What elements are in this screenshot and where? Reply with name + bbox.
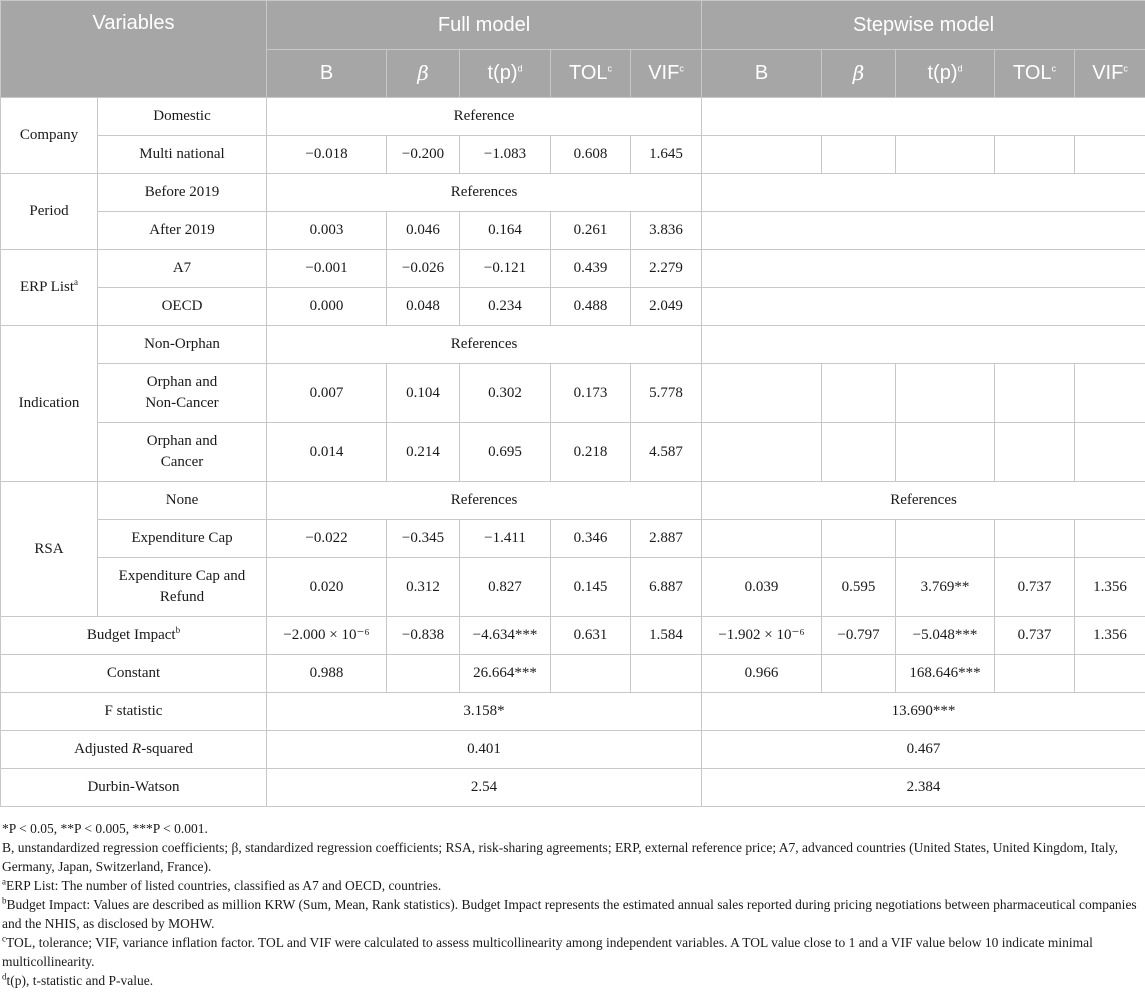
cell [702,136,822,174]
cell: −2.000 × 10⁻⁶ [267,617,387,655]
cell: −1.411 [460,520,551,558]
cell: 5.778 [631,364,702,423]
table-row [1,326,1145,364]
cell: 6.887 [631,558,702,617]
col-beta-step: β [822,50,896,98]
cell: Reference [267,98,702,136]
cell: −4.634*** [460,617,551,655]
cell: −1.083 [460,136,551,174]
cell: 0.007 [267,364,387,423]
cell: Expenditure Cap and Refund [98,558,267,617]
cell: −0.838 [387,617,460,655]
col-vif-full: VIF$^c$ [631,50,702,98]
table-row [1,482,1145,520]
cell [702,423,822,482]
table-row [1,136,1145,174]
table-row [1,174,1145,212]
row-label-erp-list: ERP List$^a$ [1,250,98,326]
cell: −0.026 [387,250,460,288]
cell: 168.646*** [896,655,995,693]
cell: Orphan and Cancer [98,423,267,482]
cell: −0.018 [267,136,387,174]
cell: 0.631 [551,617,631,655]
cell: 1.584 [631,617,702,655]
cell [896,364,995,423]
cell [995,136,1075,174]
cell: 0.261 [551,212,631,250]
cell: −5.048*** [896,617,995,655]
cell [702,98,1145,136]
cell: 0.104 [387,364,460,423]
cell: Multi national [98,136,267,174]
cell: 0.467 [702,731,1145,769]
cell [702,326,1145,364]
row-label-constant: Constant [1,655,267,693]
cell: 0.048 [387,288,460,326]
cell [822,136,896,174]
cell: 3.158* [267,693,702,731]
cell: 0.003 [267,212,387,250]
cell [1075,136,1145,174]
row-label-budget-impact: Budget Impact$^b$ [1,617,267,655]
table-row [1,693,1145,731]
cell: Expenditure Cap [98,520,267,558]
cell: Before 2019 [98,174,267,212]
row-label-adjusted-r-squared: Adjusted R-squared [1,731,267,769]
cell: 0.000 [267,288,387,326]
col-tp-full: $t(p)^d$ [460,50,551,98]
cell [822,364,896,423]
footnote-abbreviations: B, unstandardized regression coefficients; β, standardized regression coefficients; RSA, risk-sharing agreements; ERP, external reference price; A7, advanced countries (United States, United Kingdom, Italy, Germany, Japan, Switzerland, France). [2,840,1118,874]
row-label-period: Period [1,174,98,250]
cell [387,655,460,693]
cell: 0.164 [460,212,551,250]
table-row [1,288,1145,326]
cell: 2.887 [631,520,702,558]
cell: −0.001 [267,250,387,288]
row-label-f-statistic: F statistic [1,693,267,731]
cell: 0.988 [267,655,387,693]
cell [551,655,631,693]
header-variables: Variables [1,1,267,98]
row-label-durbin-watson: Durbin-Watson [1,769,267,807]
cell: OECD [98,288,267,326]
cell: 0.218 [551,423,631,482]
cell: 2.384 [702,769,1145,807]
col-tol-full: TOL$^c$ [551,50,631,98]
cell: 0.312 [387,558,460,617]
cell [1075,364,1145,423]
cell: 3.836 [631,212,702,250]
table-row [1,617,1145,655]
cell: Domestic [98,98,267,136]
cell: 0.401 [267,731,702,769]
cell [896,136,995,174]
cell: 0.173 [551,364,631,423]
cell [1075,655,1145,693]
cell [1075,423,1145,482]
cell: 0.302 [460,364,551,423]
cell: 0.737 [995,558,1075,617]
col-tol-step: TOL$^c$ [995,50,1075,98]
header-full-model: Full model [267,1,702,50]
cell [702,288,1145,326]
cell: 2.279 [631,250,702,288]
cell: 0.439 [551,250,631,288]
header-stepwise-model: Stepwise model [702,1,1145,50]
footnote-b: $^b$Budget Impact: Values are described as million KRW (Sum, Mean, Rank statistics). Budget Impact represents the estimated annual sales reported during pricing negotiations between pharmaceutical companies and the NHIS, as disclosed by MOHW. [2,895,1137,931]
col-b-full: B [267,50,387,98]
cell: References [267,326,702,364]
table-row [1,98,1145,136]
cell: 0.145 [551,558,631,617]
cell [702,250,1145,288]
cell: References [267,174,702,212]
cell [702,520,822,558]
table-row [1,558,1145,617]
cell: 0.966 [702,655,822,693]
col-beta-full: β [387,50,460,98]
table-row [1,250,1145,288]
cell: 2.049 [631,288,702,326]
cell [822,655,896,693]
table-row [1,731,1145,769]
cell: Orphan and Non-Cancer [98,364,267,423]
table-row [1,423,1145,482]
cell [702,174,1145,212]
cell [896,423,995,482]
cell: 1.356 [1075,617,1145,655]
cell [896,520,995,558]
footnote-c: $^c$TOL, tolerance; VIF, variance inflation factor. TOL and VIF were calculated to assess multicollinearity among independent variables. A TOL value close to 1 and a VIF value below 10 indicate minimal multicollinearity. [2,933,1093,969]
cell: A7 [98,250,267,288]
cell: −0.022 [267,520,387,558]
footnote-significance: *P < 0.05, **P < 0.005, ***P < 0.001. [2,821,208,836]
cell: 0.014 [267,423,387,482]
cell: None [98,482,267,520]
table-row [1,364,1145,423]
row-label-rsa: RSA [1,482,98,617]
col-tp-step: $t(p)^d$ [896,50,995,98]
footnote-a: $^a$ERP List: The number of listed countries, classified as A7 and OECD, countries. [2,876,442,893]
col-vif-step: VIF$^c$ [1075,50,1145,98]
cell: −0.121 [460,250,551,288]
cell [822,423,896,482]
cell: 0.827 [460,558,551,617]
cell: −0.200 [387,136,460,174]
cell: 0.346 [551,520,631,558]
cell [995,423,1075,482]
cell [995,655,1075,693]
cell: 4.587 [631,423,702,482]
cell: 0.039 [702,558,822,617]
cell: 13.690*** [702,693,1145,731]
cell: −0.345 [387,520,460,558]
cell: 2.54 [267,769,702,807]
cell [995,364,1075,423]
cell [702,364,822,423]
col-b-step: B [702,50,822,98]
cell [631,655,702,693]
cell [995,520,1075,558]
table-row [1,212,1145,250]
cell: Non-Orphan [98,326,267,364]
cell: −1.902 × 10⁻⁶ [702,617,822,655]
cell: 0.737 [995,617,1075,655]
cell: References [702,482,1145,520]
cell: 0.046 [387,212,460,250]
row-label-company: Company [1,98,98,174]
cell: 26.664*** [460,655,551,693]
table-footnotes [2,819,1137,990]
cell: −0.797 [822,617,896,655]
cell [702,212,1145,250]
cell: 0.214 [387,423,460,482]
cell: After 2019 [98,212,267,250]
table-row [1,655,1145,693]
cell: 0.595 [822,558,896,617]
cell: 0.695 [460,423,551,482]
cell: 1.645 [631,136,702,174]
cell: 0.488 [551,288,631,326]
cell: 0.608 [551,136,631,174]
cell [822,520,896,558]
cell: 1.356 [1075,558,1145,617]
footnote-d: $^d$t(p), t-statistic and P-value. [2,971,154,988]
cell: 3.769** [896,558,995,617]
cell [1075,520,1145,558]
table-row [1,520,1145,558]
cell: References [267,482,702,520]
cell: 0.234 [460,288,551,326]
cell: 0.020 [267,558,387,617]
row-label-indication: Indication [1,326,98,482]
table-row [1,769,1145,807]
